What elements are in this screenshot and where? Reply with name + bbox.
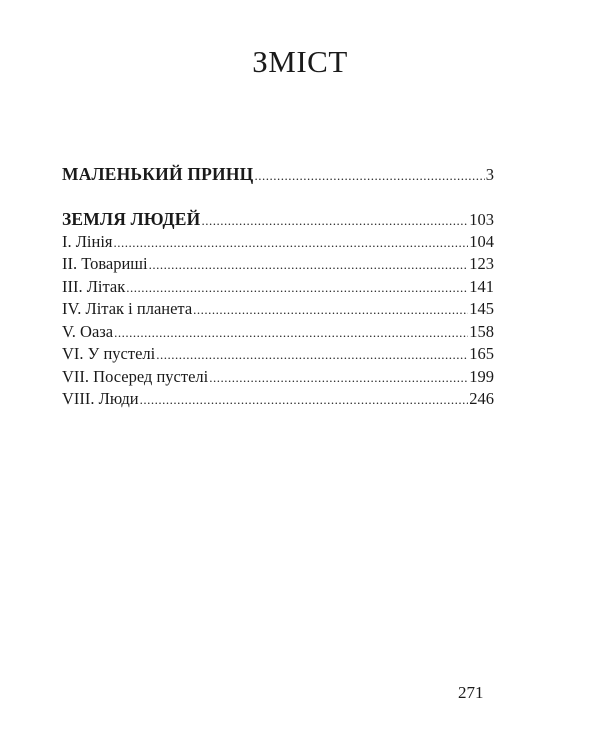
dot-leader (156, 344, 468, 367)
dot-leader (254, 165, 484, 188)
page-number: 271 (458, 683, 484, 702)
dot-leader (193, 299, 468, 322)
toc-chapter-row (62, 231, 494, 254)
toc-chapter-title: V. Оаза (62, 321, 114, 341)
toc-chapter-page: 123 (469, 254, 494, 273)
page-title: ЗМІСТ (252, 44, 348, 79)
toc-chapter-title: VI. У пустелі (62, 344, 156, 363)
toc-chapter-title: II. Товариші (62, 254, 148, 273)
toc-chapter-page: 158 (469, 321, 494, 341)
toc-section-page: 103 (469, 210, 494, 229)
toc-chapter-page: 145 (469, 299, 494, 318)
toc-chapter-page: 246 (469, 389, 494, 408)
toc-chapter-row (62, 388, 494, 411)
toc-chapter-page: 104 (469, 231, 494, 251)
dot-leader (114, 322, 468, 345)
toc-chapter-title: VII. Посеред пустелі (62, 366, 209, 386)
toc-chapter-page: 199 (469, 366, 494, 386)
toc-chapter-row (62, 276, 494, 299)
dot-leader (126, 277, 468, 300)
toc-main-entry-block (62, 163, 494, 186)
dot-leader (201, 210, 468, 233)
toc-chapter-row (62, 366, 494, 389)
toc-section-title: ЗЕМЛЯ ЛЮДЕЙ (62, 209, 201, 229)
toc-chapter-title: III. Літак (62, 276, 126, 296)
toc-chapter-row (62, 343, 494, 366)
toc-section-heading (62, 208, 494, 231)
toc-chapter-title: I. Лінія (62, 231, 113, 251)
dot-leader (209, 367, 468, 390)
toc-chapter-title: IV. Літак і планета (62, 299, 193, 318)
toc-chapter-page: 165 (469, 344, 494, 363)
toc-entry-little-prince (62, 163, 494, 186)
toc-entry-page: 3 (485, 165, 494, 184)
toc-chapter-title: VIII. Люди (62, 389, 139, 408)
toc-chapter-row (62, 298, 494, 321)
toc-chapter-row (62, 253, 494, 276)
toc-entry-title: МАЛЕНЬКИЙ ПРИНЦ (62, 164, 254, 184)
dot-leader (114, 232, 469, 255)
dot-leader (140, 389, 469, 412)
dot-leader (149, 254, 469, 277)
toc-section-block (62, 208, 494, 411)
toc-chapter-row (62, 321, 494, 344)
toc-chapter-page: 141 (469, 276, 494, 296)
